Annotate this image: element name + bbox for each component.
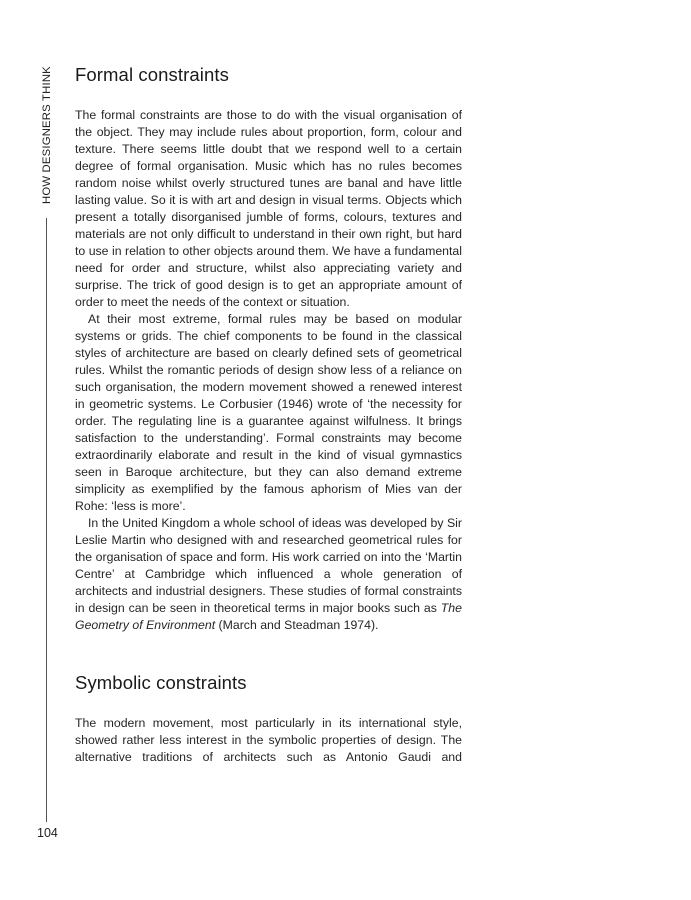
section-heading-formal-constraints: Formal constraints — [75, 64, 229, 85]
book-title: The Geometry of Environment — [75, 601, 462, 632]
paragraph-text: (March and Steadman 1974). — [215, 618, 379, 632]
paragraph — [75, 515, 462, 634]
body-text — [75, 60, 462, 766]
paragraph: The formal constraints are those to do with the visual organisation of the object. They may include rules about proportion, form, colour and texture. There seems little doubt that we respond well to a certain degree of formal organisation. Music which has no rules becomes random noise whilst overly structured tunes are banal and have little lasting value. So it is with art and design in visual terms. Objects which present a totally disorganised jumble of forms, colours, textures and materials are not only difficult to understand in their own right, but hard to use in relation to other objects around them. We have a fundamental need for order and structure, whilst also appreciating variety and surprise. The trick of good design is to get an appropriate amount of order to meet the needs of the context or situation. — [75, 108, 462, 309]
paragraph: At their most extreme, formal rules may be based on modular systems or grids. The chief components to be found in the classical styles of architecture are based on clearly defined sets of geometrical rules. Whilst the romantic periods of design show less of a reliance on such organisation, the modern movement showed a renewed interest in geometric systems. Le Corbusier (1946) wrote of ‘the necessity for order. The regulating line is a guarantee against wilfulness. It brings satisfaction to the understanding’. Formal constraints may become extraordinarily elaborate and result in the kind of visual gymnastics seen in Baroque architecture, but they can also demand extreme simplicity as exemplified by the famous aphorism of Mies van der Rohe: ‘less is more’. — [75, 312, 462, 513]
running-head — [41, 66, 55, 206]
paragraph-text: In the United Kingdom a whole school of ideas was developed by Sir Leslie Martin who designed with and researched geometrical rules for the organisation of space and form. His work carried on into the ‘Martin Centre’ at Cambridge which influenced a whole generation of architects and industrial designers. These studies of formal constraints in design can be seen in theoretical terms in major books such as — [75, 516, 462, 615]
running-head-text: HOW DESIGNERS THINK — [41, 66, 53, 204]
side-rule — [46, 218, 47, 822]
paragraph: The modern movement, most particularly in its international style, showed rather less interest in the symbolic properties of design. The alternative traditions of architects such as Antonio Gaudi and — [75, 716, 462, 764]
page-number: 104 — [37, 826, 58, 840]
section-heading-symbolic-constraints: Symbolic constraints — [75, 672, 247, 693]
